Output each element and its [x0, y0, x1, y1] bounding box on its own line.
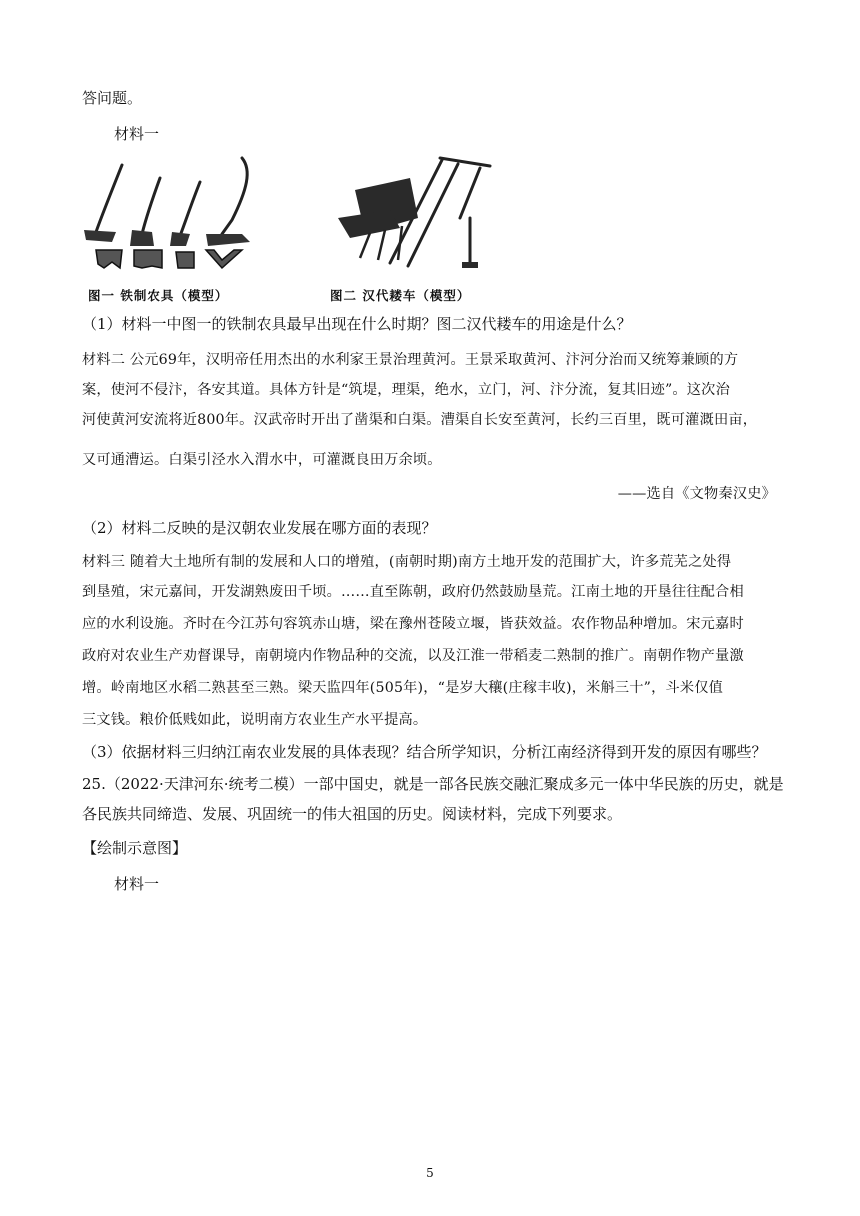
text-line: 到垦殖，宋元嘉间，开发湖熟废田千顷。……直至陈朝，政府仍然鼓励垦荒。江南土地的开垦往往配合相 — [82, 584, 744, 600]
text-line: 各民族共同缔造、发展、巩固统一的伟大祖国的历史。阅读材料，完成下列要求。 — [82, 805, 623, 823]
text-line: 又可通漕运。白渠引泾水入渭水中，可灌溉良田万余顷。 — [82, 452, 442, 468]
text-line: 答问题。 — [82, 89, 143, 107]
figure-caption: 图一 铁制农具（模型） — [88, 288, 229, 303]
source-citation: ——选自《文物秦汉史》 — [617, 486, 776, 502]
text-line: 增。岭南地区水稻二熟甚至三熟。梁天监四年(505年)，“是岁大穰(庄稼丰收)，米斛三十”，斗米仅值 — [82, 680, 724, 696]
text-line: 三文钱。粮价低贱如此，说明南方农业生产水平提高。 — [82, 712, 428, 728]
figure-caption: 图二 汉代耧车（模型） — [330, 288, 471, 303]
text-line: 案，使河不侵汴，各安其道。具体方针是“筑堤，理渠，绝水，立门，河、汴分流，复其旧迹”。这次治 — [82, 382, 730, 398]
text-line: 河使黄河安流将近800年。汉武帝时开出了凿渠和白渠。漕渠自长安至黄河，长约三百里，既可灌溉田亩， — [82, 412, 758, 428]
iron-tools-figure — [82, 150, 272, 280]
text-line: 材料三 随着大土地所有制的发展和人口的增殖，(南朝时期)南方土地开发的范围扩大，许多荒芜之处得 — [82, 554, 732, 570]
question: （3）依据材料三归纳江南农业发展的具体表现？结合所学知识，分析江南经济得到开发的原因有哪些？ — [82, 743, 767, 761]
section-heading: 【绘制示意图】 — [82, 839, 188, 857]
seed-drill-figure — [330, 148, 500, 283]
text-line: 应的水利设施。齐时在今江苏句容筑赤山塘，梁在豫州苍陵立堰，皆获效益。农作物品种增加。宋元嘉时 — [82, 616, 744, 632]
text-line: 政府对农业生产劝督课导，南朝境内作物品种的交流，以及江淮一带稻麦二熟制的推广。南朝作物产量激 — [82, 648, 744, 664]
question: （2）材料二反映的是汉朝农业发展在哪方面的表现？ — [82, 519, 437, 537]
question-heading: 25.（2022·天津河东·统考二模）一部中国史，就是一部各民族交融汇聚成多元一体中华民族的历史，就是 — [82, 775, 784, 793]
page-number: 5 — [426, 1166, 434, 1180]
text-line: 材料二 公元69年，汉明帝任用杰出的水利家王景治理黄河。王景采取黄河、汴河分治而又统筹兼顾的方 — [82, 352, 739, 368]
question: （1）材料一中图一的铁制农具最早出现在什么时期？图二汉代耧车的用途是什么？ — [82, 315, 632, 333]
material-heading: 材料一 — [114, 875, 160, 893]
material-heading: 材料一 — [114, 125, 160, 143]
